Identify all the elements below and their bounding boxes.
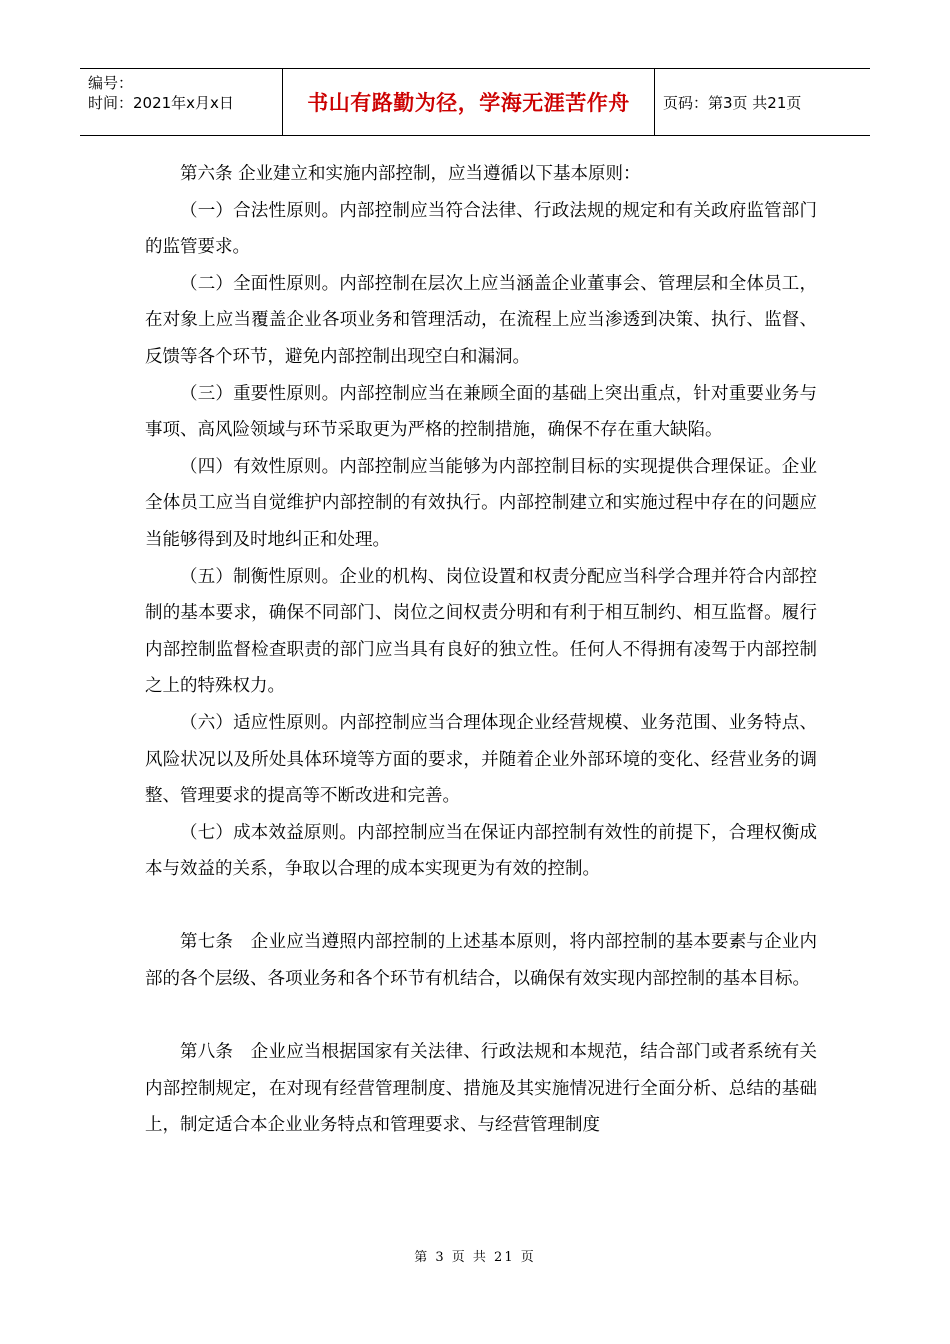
paragraph-principle-1: （一）合法性原则。内部控制应当符合法律、行政法规的规定和有关政府监管部门的监管要求。 [145,200,817,258]
paragraph-article-6: 第六条 企业建立和实施内部控制，应当遵循以下基本原则： [180,164,641,184]
header-meta [80,69,283,135]
paragraph-principle-3: （三）重要性原则。内部控制应当在兼顾全面的基础上突出重点，针对重要业务与事项、高风险领域与环节采取更为严格的控制措施，确保不存在重大缺陷。 [145,383,817,441]
header-page-info: 页码：第3页 共21页 [663,93,802,112]
paragraph-principle-4: （四）有效性原则。内部控制应当能够为内部控制目标的实现提供合理保证。企业全体员工应当自觉维护内部控制的有效执行。内部控制建立和实施过程中存在的问题应当能够得到及时地纠正和处理。 [145,456,817,550]
page-footer: 第 3 页 共 21 页 [414,1250,536,1265]
paragraph-article-8: 第八条 企业应当根据国家有关法律、行政法规和本规范，结合部门或者系统有关内部控制规定，在对现有经营管理制度、措施及其实施情况进行全面分析、总结的基础上，制定适合本企业业务特点和管理要求、与经营管理制度 [145,1042,817,1136]
paragraph-article-7: 第七条 企业应当遵照内部控制的上述基本原则，将内部控制的基本要素与企业内部的各个层级、各项业务和各个环节有机结合，以确保有效实现内部控制的基本目标。 [145,932,817,990]
paragraph-principle-7: （七）成本效益原则。内部控制应当在保证内部控制有效性的前提下，合理权衡成本与效益的关系，争取以合理的成本实现更为有效的控制。 [145,822,817,880]
page-header [80,68,870,136]
paragraph-principle-6: （六）适应性原则。内部控制应当合理体现企业经营规模、业务范围、业务特点、风险状况以及所处具体环境等方面的要求，并随着企业外部环境的变化、经营业务的调整、管理要求的提高等不断改进和完善。 [145,712,817,807]
document-time-label: 时间：2021年x月x日 [88,94,234,112]
document-body [145,156,817,1144]
document-number-label: 编号： [88,74,134,92]
paragraph-principle-5: （五）制衡性原则。企业的机构、岗位设置和权责分配应当科学合理并符合内部控制的基本要求，确保不同部门、岗位之间权责分明和有利于相互制约、相互监督。履行内部控制监督检查职责的部门应当具有良好的独立性。任何人不得拥有凌驾于内部控制之上的特殊权力。 [145,566,817,697]
paragraph-principle-2: （二）全面性原则。内部控制在层次上应当涵盖企业董事会、管理层和全体员工，在对象上应当覆盖企业各项业务和管理活动，在流程上应当渗透到决策、执行、监督、反馈等各个环节，避免内部控制出现空白和漏洞。 [145,273,817,367]
header-motto: 书山有路勤为径，学海无涯苦作舟 [283,69,655,135]
